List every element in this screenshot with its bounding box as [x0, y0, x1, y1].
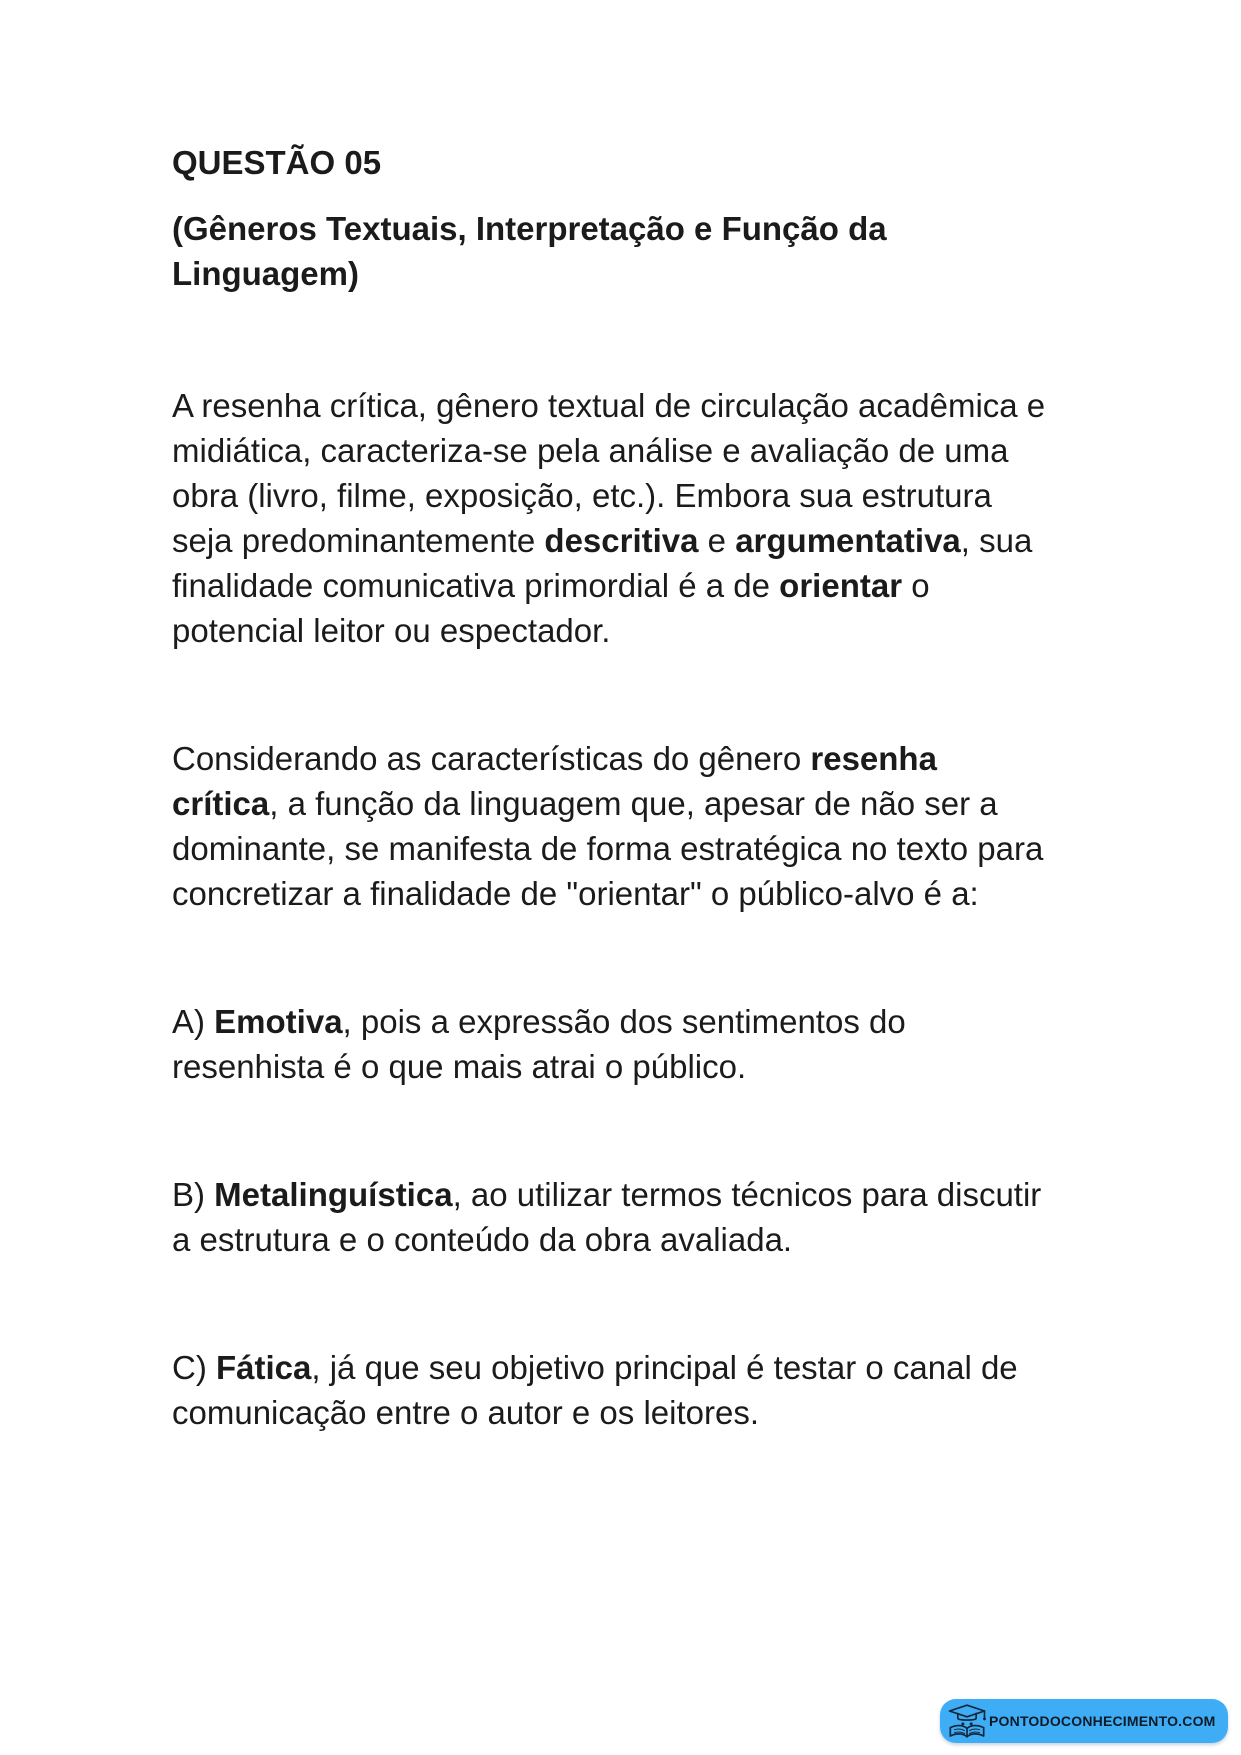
text-line: Linguagem) — [172, 255, 359, 292]
site-url-label: PONTODOCONHECIMENTO.COM — [989, 1713, 1216, 1729]
option-c — [172, 1345, 1181, 1435]
text-line: B) Metalinguística, ao utilizar termos técnicos para discutir — [172, 1176, 1042, 1213]
text-line: obra (livro, filme, exposição, etc.). Embora sua estrutura — [172, 477, 992, 514]
option-a — [172, 999, 1181, 1089]
question-number-heading: QUESTÃO 05 — [172, 144, 382, 181]
text-line: C) Fática, já que seu objetivo principal é testar o canal de — [172, 1349, 1018, 1386]
option-b — [172, 1172, 1181, 1262]
text-line: resenhista é o que mais atrai o público. — [172, 1048, 747, 1085]
text-line: finalidade comunicativa primordial é a de orientar o — [172, 567, 930, 604]
text-line: potencial leitor ou espectador. — [172, 612, 611, 649]
text-line: dominante, se manifesta de forma estratégica no texto para — [172, 830, 1044, 867]
text-line: A resenha crítica, gênero textual de circulação acadêmica e — [172, 387, 1046, 424]
text-line: Considerando as características do gênero resenha — [172, 740, 937, 777]
graduate-book-icon — [945, 1701, 989, 1741]
text-line: A) Emotiva, pois a expressão dos sentimentos do — [172, 1003, 906, 1040]
text-line: comunicação entre o autor e os leitores. — [172, 1394, 759, 1431]
command-paragraph — [172, 736, 1181, 916]
intro-paragraph — [172, 383, 1181, 653]
text-line: a estrutura e o conteúdo da obra avaliada. — [172, 1221, 793, 1258]
site-watermark-badge — [940, 1699, 1228, 1743]
text-line: seja predominantemente descritiva e argumentativa, sua — [172, 522, 1033, 559]
text-line: (Gêneros Textuais, Interpretação e Função da — [172, 210, 887, 247]
question-topic-heading — [172, 206, 1181, 296]
text-line: midiática, caracteriza-se pela análise e avaliação de uma — [172, 432, 1009, 469]
text-line: concretizar a finalidade de "orientar" o público-alvo é a: — [172, 875, 979, 912]
text-line: crítica, a função da linguagem que, apesar de não ser a — [172, 785, 998, 822]
